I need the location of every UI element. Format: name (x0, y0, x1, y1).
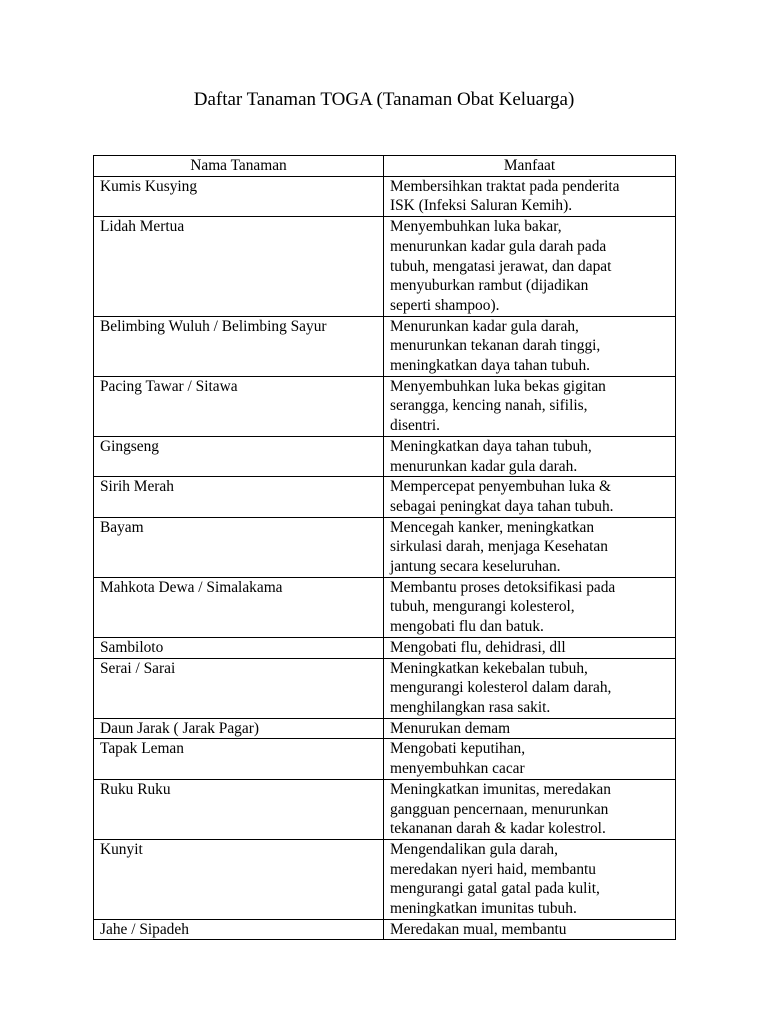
plant-benefit-cell (384, 658, 676, 718)
plant-benefit: Menurunkan kadar gula darah, menurunkan tekanan darah tinggi, meningkatkan daya tahan tubuh. (390, 317, 601, 375)
table-row (94, 217, 676, 317)
plant-name-cell (94, 658, 384, 718)
table-row (94, 637, 676, 658)
plant-name: Belimbing Wuluh / Belimbing Sayur (100, 317, 327, 335)
plant-name-cell (94, 176, 384, 216)
table-row (94, 779, 676, 839)
plant-benefit: Membersihkan traktat pada penderita ISK (Infeksi Saluran Kemih). (390, 177, 620, 215)
table-row (94, 176, 676, 216)
plant-benefit-cell (384, 176, 676, 216)
table-row (94, 376, 676, 436)
plant-benefit: Meredakan mual, membantu (390, 920, 567, 938)
plant-benefit-cell (384, 718, 676, 739)
plant-name: Jahe / Sipadeh (100, 920, 189, 938)
plant-benefit: Meningkatkan daya tahan tubuh, menurunkan kadar gula darah. (390, 437, 592, 475)
plant-benefit-cell (384, 376, 676, 436)
table-row (94, 316, 676, 376)
table-row (94, 577, 676, 637)
column-header-benefit: Manfaat (384, 156, 676, 177)
plant-benefit: Mengobati flu, dehidrasi, dll (390, 638, 566, 656)
table-row (94, 839, 676, 919)
plant-benefit: Mencegah kanker, meningkatkan sirkulasi darah, menjaga Kesehatan jantung secara keseluruhan. (390, 518, 608, 576)
plant-benefit: Meningkatkan imunitas, meredakan gangguan pencernaan, menurunkan tekananan darah & kadar kolestrol. (390, 780, 611, 838)
plant-name: Bayam (100, 518, 144, 536)
plant-benefit-cell (384, 517, 676, 577)
plant-name: Serai / Sarai (100, 659, 176, 677)
plant-name: Pacing Tawar / Sitawa (100, 377, 238, 395)
plant-benefit: Membantu proses detoksifikasi pada tubuh, mengurangi kolesterol, mengobati flu dan batuk. (390, 578, 616, 636)
plant-benefit-cell (384, 436, 676, 476)
plant-name-cell (94, 436, 384, 476)
plant-name-cell (94, 517, 384, 577)
table-row (94, 517, 676, 577)
plant-benefit-cell (384, 919, 676, 940)
plant-benefit-cell (384, 839, 676, 919)
plant-name-cell (94, 477, 384, 517)
plant-name: Sambiloto (100, 638, 164, 656)
plant-benefit: Meningkatkan kekebalan tubuh, mengurangi kolesterol dalam darah, menghilangkan rasa sakit. (390, 659, 612, 716)
plant-benefit-cell (384, 637, 676, 658)
plant-name: Ruku Ruku (100, 780, 171, 798)
plant-name-cell (94, 316, 384, 376)
plant-benefit-cell (384, 316, 676, 376)
table-row (94, 718, 676, 739)
plant-name-cell (94, 779, 384, 839)
plant-name: Kumis Kusying (100, 177, 198, 195)
table-row (94, 919, 676, 940)
plant-benefit-cell (384, 477, 676, 517)
plant-name: Gingseng (100, 437, 159, 455)
plant-benefit: Mengendalikan gula darah, meredakan nyeri haid, membantu mengurangi gatal gatal pada kulit, meningkatkan imunitas tubuh. (390, 840, 600, 918)
plant-benefit-cell (384, 779, 676, 839)
plant-name-cell (94, 577, 384, 637)
plant-name: Kunyit (100, 840, 143, 858)
plant-name-cell (94, 376, 384, 436)
plant-benefit: Mengobati keputihan, menyembuhkan cacar (390, 740, 526, 778)
plant-name: Tapak Leman (100, 740, 184, 758)
table-row (94, 658, 676, 718)
plant-name-cell (94, 217, 384, 317)
page-title: Daftar Tanaman TOGA (Tanaman Obat Keluarga) (193, 89, 575, 110)
table-header-row (94, 156, 676, 177)
table-body (94, 176, 676, 940)
plant-benefit-cell (384, 739, 676, 779)
plant-benefit: Menyembuhkan luka bekas gigitan serangga, kencing nanah, sifilis, disentri. (390, 377, 606, 435)
plant-name-cell (94, 739, 384, 779)
plant-name: Lidah Mertua (100, 218, 185, 236)
table-row (94, 436, 676, 476)
plant-name-cell (94, 718, 384, 739)
plant-name: Daun Jarak ( Jarak Pagar) (100, 719, 259, 737)
column-header-plant-name: Nama Tanaman (94, 156, 384, 177)
plant-benefit-cell (384, 577, 676, 637)
plant-benefit: Mempercepat penyembuhan luka & sebagai peningkat daya tahan tubuh. (390, 478, 614, 515)
plant-name: Mahkota Dewa / Simalakama (100, 578, 283, 596)
plant-name-cell (94, 919, 384, 940)
plant-name-cell (94, 839, 384, 919)
plant-name-cell (94, 637, 384, 658)
plant-benefit: Menurukan demam (390, 719, 511, 737)
plant-benefit-cell (384, 217, 676, 317)
plant-name: Sirih Merah (100, 478, 174, 496)
table-row (94, 477, 676, 517)
table-row (94, 739, 676, 779)
plant-benefit: Menyembuhkan luka bakar, menurunkan kadar gula darah pada tubuh, mengatasi jerawat, dan dapat menyuburkan rambut (dijadikan seperti shampoo). (390, 218, 612, 314)
plant-table (93, 155, 676, 940)
